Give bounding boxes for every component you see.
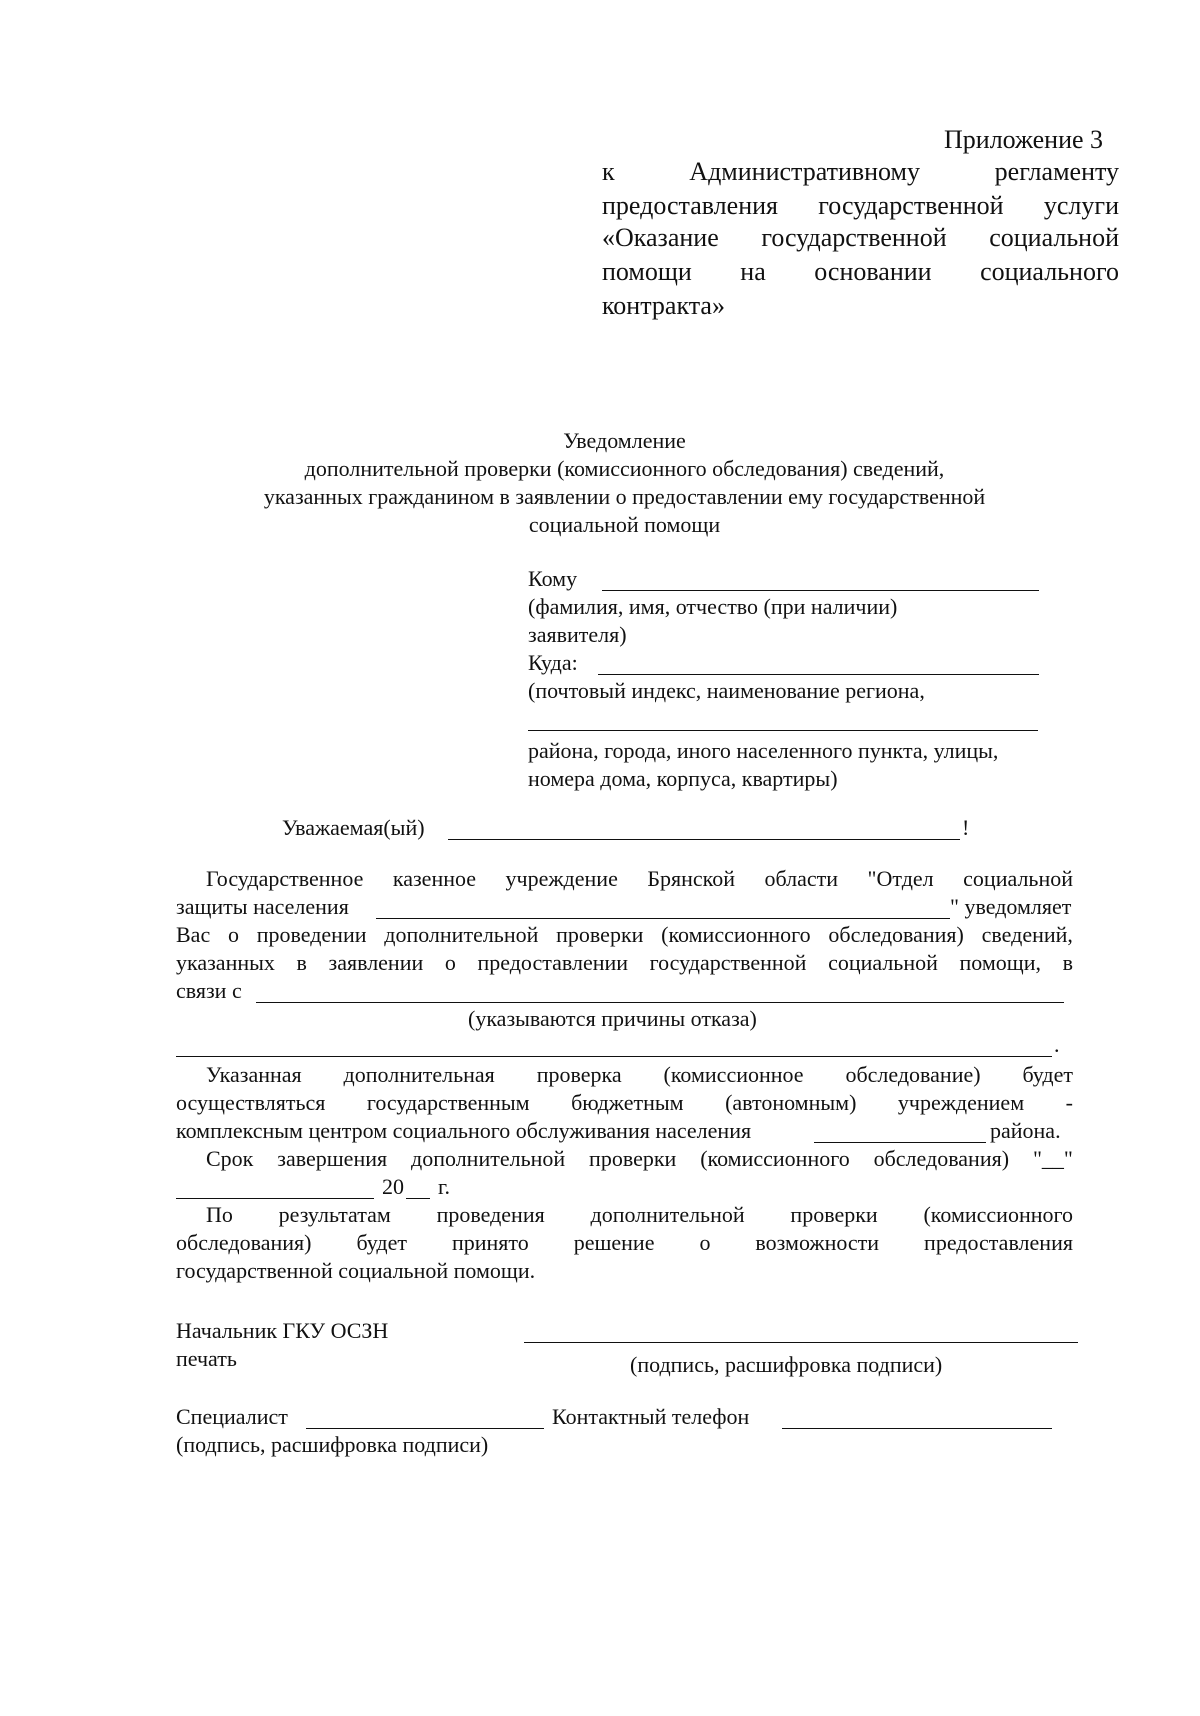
word: Срок bbox=[206, 1146, 254, 1171]
word: сведений, bbox=[981, 922, 1073, 947]
word: принято bbox=[451, 1230, 529, 1255]
word: осуществляться bbox=[176, 1090, 326, 1115]
word: дополнительная bbox=[343, 1062, 495, 1087]
annex-word: на bbox=[740, 257, 766, 286]
word: помощи, bbox=[959, 950, 1041, 975]
word: Вас bbox=[176, 922, 211, 947]
notice-subtitle-line-1: дополнительной проверки (комиссионного обследования) сведений, bbox=[304, 456, 945, 481]
p2-line-3-start: комплексным центром социального обслуживания населения bbox=[176, 1118, 752, 1143]
word: о bbox=[699, 1230, 711, 1255]
word: проверки bbox=[556, 922, 644, 947]
annex-word: к bbox=[602, 157, 615, 186]
p1-line-2-start: защиты населения bbox=[176, 894, 349, 919]
reason-hint: (указываются причины отказа) bbox=[468, 1006, 757, 1031]
where-hint-1: (почтовый индекс, наименование региона, bbox=[528, 678, 925, 703]
word: (автономным) bbox=[725, 1090, 857, 1115]
word: государственной bbox=[649, 950, 807, 975]
specialist-signature-hint: (подпись, расшифровка подписи) bbox=[176, 1432, 489, 1457]
word: о bbox=[444, 950, 456, 975]
word: обследования) bbox=[828, 922, 964, 947]
word: казенное bbox=[392, 866, 477, 891]
specialist-signature-field bbox=[306, 1428, 544, 1429]
annex-word: основании bbox=[814, 257, 932, 286]
word: возможности bbox=[755, 1230, 880, 1255]
annex-line bbox=[602, 156, 1119, 188]
annex-last-line: контракта» bbox=[602, 291, 725, 320]
annex-line bbox=[602, 222, 1119, 254]
word: социальной bbox=[963, 866, 1073, 891]
head-signature-field bbox=[524, 1342, 1078, 1343]
word: (комиссионного bbox=[923, 1202, 1073, 1227]
head-signature-hint: (подпись, расшифровка подписи) bbox=[630, 1352, 943, 1377]
word: "__" bbox=[1032, 1146, 1073, 1171]
word: указанных bbox=[176, 950, 275, 975]
word: решение bbox=[573, 1230, 655, 1255]
p1-line-2-end: " уведомляет bbox=[950, 894, 1072, 919]
annex-word: услуги bbox=[1043, 191, 1119, 220]
annex-word: Административному bbox=[689, 157, 921, 186]
word: дополнительной bbox=[411, 1146, 566, 1171]
deadline-year-field bbox=[406, 1198, 430, 1199]
annex-word: социального bbox=[980, 257, 1119, 286]
annex-word: государственной bbox=[818, 191, 1004, 220]
word: Брянской bbox=[647, 866, 735, 891]
word: предоставления bbox=[924, 1230, 1073, 1255]
specialist-label: Специалист bbox=[176, 1404, 288, 1429]
deadline-month-field bbox=[176, 1198, 374, 1199]
p4-line-1 bbox=[206, 1202, 1073, 1228]
notice-subtitle-line-2: указанных гражданином в заявлении о предоставлении ему государственной bbox=[263, 484, 986, 509]
p1-end: . bbox=[1054, 1032, 1060, 1057]
word: в bbox=[1062, 950, 1073, 975]
word: о bbox=[227, 922, 239, 947]
annex-line bbox=[602, 256, 1119, 288]
p4-line-2 bbox=[176, 1230, 1073, 1256]
word: бюджетным bbox=[571, 1090, 684, 1115]
greeting-label: Уважаемая(ый) bbox=[282, 815, 425, 840]
word: государственным bbox=[366, 1090, 530, 1115]
word: учреждением bbox=[897, 1090, 1025, 1115]
to-hint-1: (фамилия, имя, отчество (при наличии) bbox=[528, 594, 898, 619]
word: (комиссионного bbox=[700, 1146, 850, 1171]
word: будет bbox=[356, 1230, 407, 1255]
notice-title: Уведомление bbox=[563, 428, 686, 453]
reason-field-line-2 bbox=[176, 1056, 1052, 1057]
word: (комиссионное bbox=[663, 1062, 804, 1087]
word: (комиссионного bbox=[661, 922, 811, 947]
p1-line-1 bbox=[206, 866, 1073, 892]
word: обследования) bbox=[176, 1230, 312, 1255]
word: учреждение bbox=[505, 866, 618, 891]
district-field bbox=[814, 1142, 986, 1143]
annex-word: социальной bbox=[989, 223, 1119, 252]
word: проверки bbox=[589, 1146, 677, 1171]
p2-line-1 bbox=[206, 1062, 1073, 1088]
word: социальной bbox=[828, 950, 938, 975]
where-label: Куда: bbox=[528, 650, 578, 675]
phone-field bbox=[782, 1428, 1052, 1429]
annex-line bbox=[602, 190, 1119, 222]
to-label: Кому bbox=[528, 566, 578, 591]
reason-field bbox=[256, 1002, 1064, 1003]
head-label: Начальник ГКУ ОСЗН bbox=[176, 1318, 389, 1343]
word: в bbox=[296, 950, 307, 975]
annex-title: Приложение 3 bbox=[944, 125, 1104, 154]
greeting-end: ! bbox=[962, 815, 970, 840]
year-prefix: 20 bbox=[382, 1174, 404, 1199]
p4-line-3: государственной социальной помощи. bbox=[176, 1258, 536, 1283]
word: обследования) bbox=[873, 1146, 1010, 1171]
word: результатам bbox=[278, 1202, 391, 1227]
annex-word: государственной bbox=[761, 223, 947, 252]
p1-line-5-start: связи с bbox=[176, 978, 242, 1003]
to-field bbox=[602, 590, 1039, 591]
word: дополнительной bbox=[590, 1202, 745, 1227]
where-field bbox=[598, 674, 1039, 675]
annex-word: регламенту bbox=[994, 157, 1119, 186]
word: "Отдел bbox=[867, 866, 934, 891]
word: По bbox=[206, 1202, 233, 1227]
stamp-label: печать bbox=[176, 1346, 237, 1371]
p3-line-1 bbox=[206, 1146, 1073, 1172]
annex-word: помощи bbox=[602, 257, 692, 286]
greeting-name-field bbox=[448, 839, 960, 840]
where-hint-2: района, города, иного населенного пункта, улицы, bbox=[528, 738, 999, 763]
annex-word: предоставления bbox=[602, 191, 778, 220]
word: завершения bbox=[277, 1146, 388, 1171]
word: проверки bbox=[790, 1202, 878, 1227]
annex-word: «Оказание bbox=[602, 223, 719, 252]
where-field-line-2 bbox=[528, 730, 1038, 731]
word: проведения bbox=[436, 1202, 545, 1227]
department-field bbox=[376, 918, 950, 919]
p2-line-3-end: района. bbox=[990, 1118, 1061, 1143]
word: обследование) bbox=[845, 1062, 981, 1087]
p1-line-3 bbox=[176, 922, 1073, 948]
where-hint-3: номера дома, корпуса, квартиры) bbox=[528, 766, 838, 791]
p1-line-4 bbox=[176, 950, 1073, 976]
p2-line-2 bbox=[176, 1090, 1073, 1116]
word: дополнительной bbox=[384, 922, 539, 947]
word: Государственное bbox=[206, 866, 364, 891]
word: проверка bbox=[536, 1062, 622, 1087]
word: будет bbox=[1022, 1062, 1073, 1087]
phone-label: Контактный телефон bbox=[552, 1404, 750, 1429]
to-hint-2: заявителя) bbox=[528, 622, 627, 647]
word: Указанная bbox=[206, 1062, 302, 1087]
word: проведении bbox=[256, 922, 367, 947]
year-suffix: г. bbox=[438, 1174, 451, 1199]
word: заявлении bbox=[328, 950, 424, 975]
word: области bbox=[764, 866, 839, 891]
word: предоставлении bbox=[477, 950, 629, 975]
word: - bbox=[1065, 1090, 1073, 1115]
notice-subtitle-line-3: социальной помощи bbox=[528, 512, 721, 537]
